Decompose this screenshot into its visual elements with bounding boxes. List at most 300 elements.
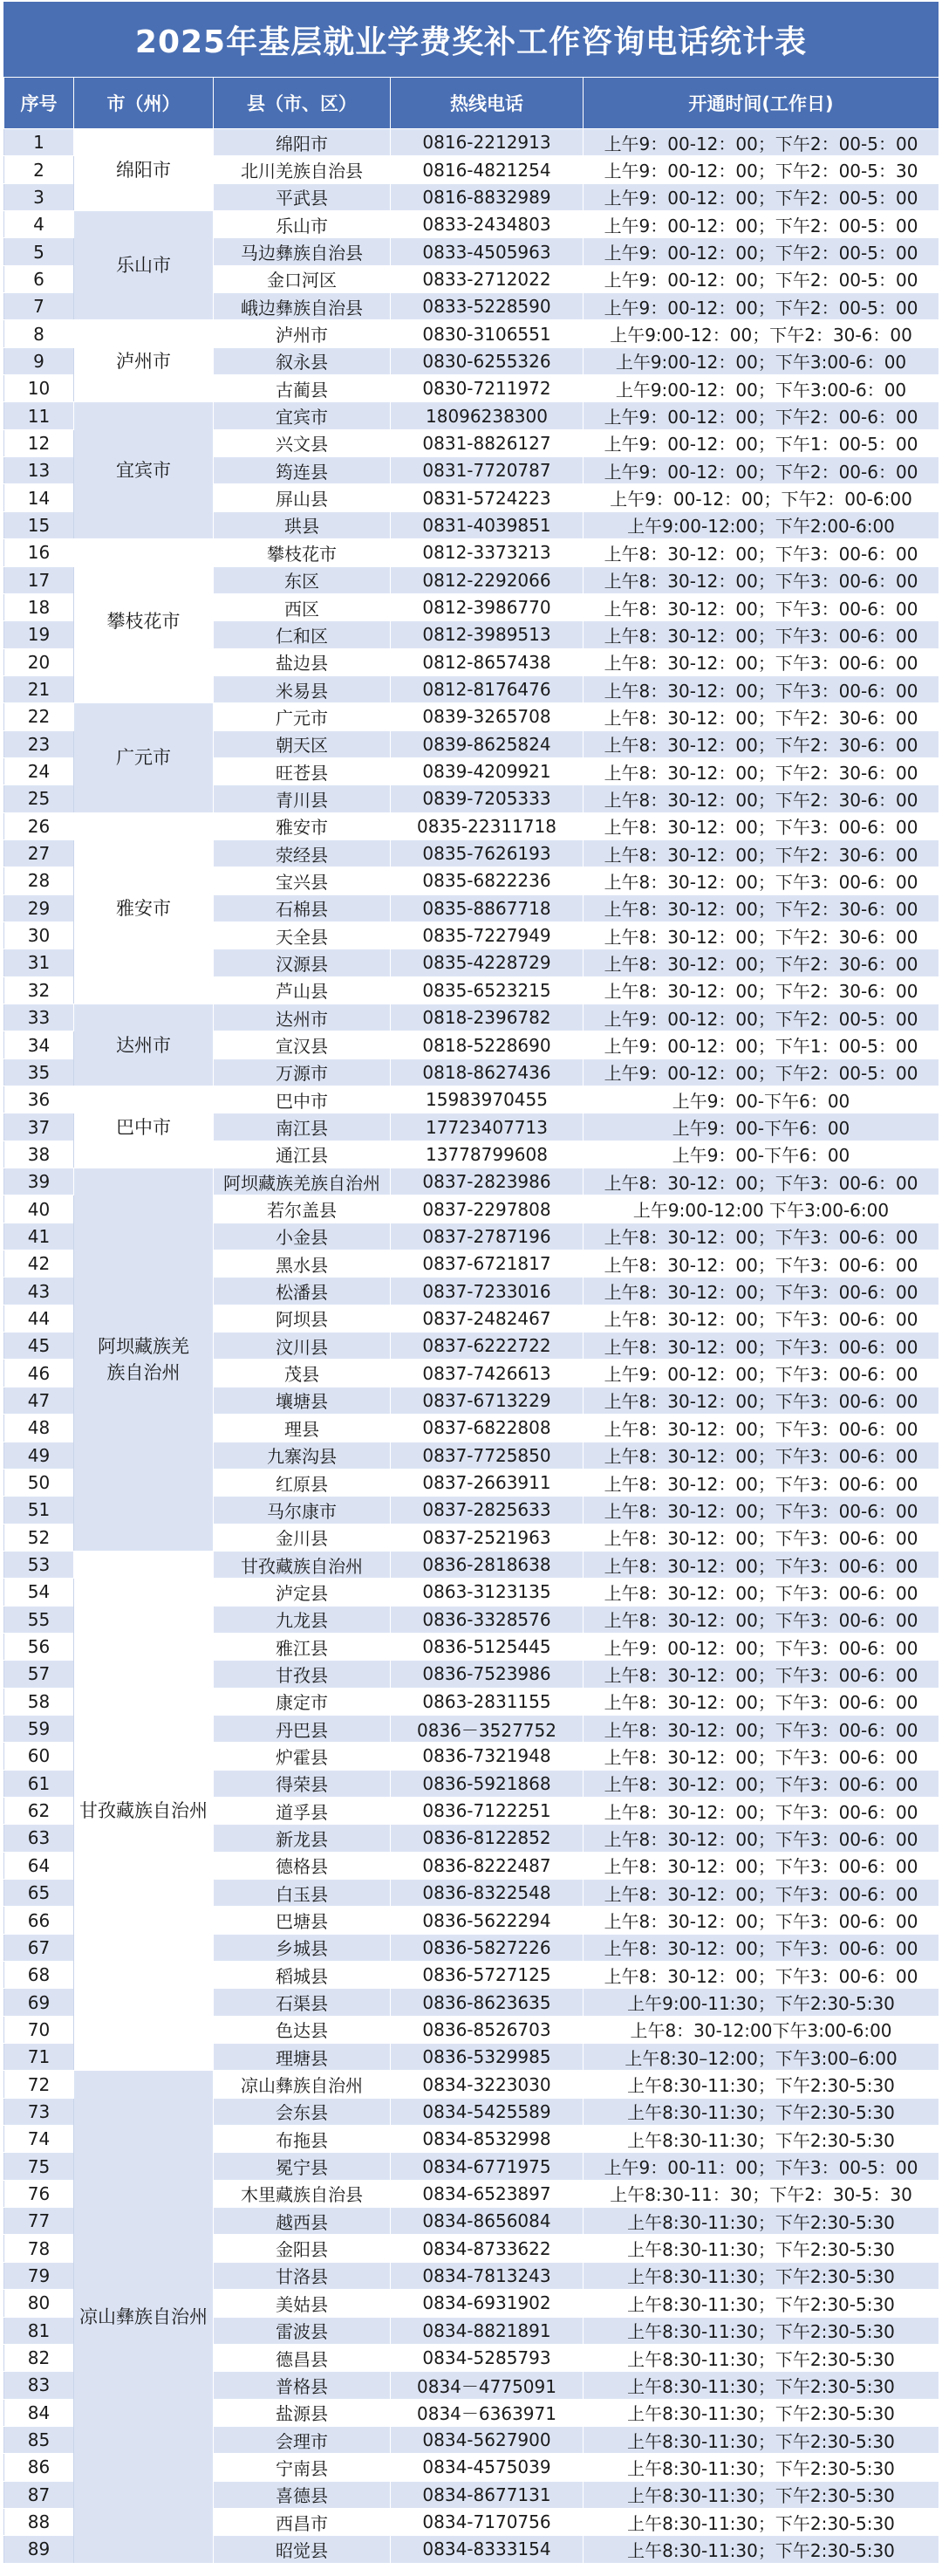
county-cell: 德格县 — [214, 1852, 391, 1879]
county-cell: 仁和区 — [214, 621, 391, 648]
county-cell: 会东县 — [214, 2098, 391, 2125]
hours-cell: 上午8：30-12：00；下午3：00-6：00 — [584, 1880, 939, 1907]
row-seq: 64 — [4, 1852, 74, 1879]
phone-cell: 0837-6822808 — [391, 1415, 584, 1442]
hours-cell: 上午8：30-12：00；下午2：30-6：00 — [584, 839, 939, 867]
row-seq: 17 — [4, 566, 74, 593]
row-seq: 87 — [4, 2481, 74, 2508]
row-seq: 47 — [4, 1387, 74, 1414]
row-seq: 8 — [4, 320, 74, 347]
county-cell: 汶川县 — [214, 1333, 391, 1360]
hours-cell: 上午8：30-12：00；下午3：00-6：00 — [584, 1907, 939, 1934]
page-title: 2025年基层就业学费奖补工作咨询电话统计表 — [3, 2, 939, 77]
hours-cell: 上午9：00-12：00；下午2：00-5：00 — [584, 1004, 939, 1031]
county-cell: 普格县 — [214, 2372, 391, 2399]
county-cell: 乐山市 — [214, 211, 391, 238]
phone-cell: 0833-2434803 — [391, 211, 584, 238]
county-cell: 石棉县 — [214, 894, 391, 921]
row-seq: 88 — [4, 2508, 74, 2535]
county-cell: 万源市 — [214, 1058, 391, 1086]
city-cell: 攀枝花市 — [74, 539, 214, 703]
phone-cell: 0837-7725850 — [391, 1442, 584, 1469]
phone-cell: 0836-5622294 — [391, 1907, 584, 1934]
phone-cell: 0836-7321948 — [391, 1743, 584, 1770]
hours-cell: 上午8：30-12：00；下午3：00-6：00 — [584, 1797, 939, 1824]
hours-cell: 上午9：00-12：00；下午2：00-6：00 — [584, 457, 939, 484]
row-seq: 55 — [4, 1606, 74, 1633]
table-header — [4, 78, 939, 129]
table-body — [4, 129, 939, 2564]
row-seq: 71 — [4, 2044, 74, 2071]
phone-cell: 0836-8122852 — [391, 1825, 584, 1852]
phone-cell: 0834-7170756 — [391, 2508, 584, 2535]
document-page — [3, 0, 939, 2564]
row-seq: 24 — [4, 757, 74, 784]
hours-cell: 上午9：00-12：00；下午3：00-6：00 — [584, 1633, 939, 1660]
county-cell: 平武县 — [214, 183, 391, 210]
row-seq: 23 — [4, 730, 74, 757]
row-seq: 16 — [4, 539, 74, 566]
county-cell: 宁南县 — [214, 2454, 391, 2481]
county-cell: 旺苍县 — [214, 757, 391, 784]
hours-cell: 上午8：30-12：00；下午3：00-6：00 — [584, 675, 939, 702]
county-cell: 荥经县 — [214, 839, 391, 867]
phone-cell: 0834-8532998 — [391, 2126, 584, 2153]
hours-cell: 上午9：00-12：00；下午2：00-5：00 — [584, 265, 939, 292]
phone-cell: 0834-7813243 — [391, 2262, 584, 2289]
table-row — [4, 812, 939, 839]
hours-cell: 上午9：00-12：00；下午2：00-5：00 — [584, 1058, 939, 1086]
county-cell: 广元市 — [214, 703, 391, 730]
row-seq: 75 — [4, 2153, 74, 2180]
phone-cell: 0836-8322548 — [391, 1880, 584, 1907]
row-seq: 72 — [4, 2071, 74, 2098]
county-cell: 盐边县 — [214, 648, 391, 675]
header-phone: 热线电话 — [391, 78, 584, 129]
phone-cell: 0833-2712022 — [391, 265, 584, 292]
county-cell: 宝兴县 — [214, 867, 391, 894]
table-row — [4, 211, 939, 238]
hours-cell: 上午9：00-11：00；下午3：00-5：00 — [584, 2153, 939, 2180]
phone-cell: 0812-2292066 — [391, 566, 584, 593]
header-city: 市（州） — [74, 78, 214, 129]
hours-cell: 上午8：30-12：00；下午2：30-6：00 — [584, 949, 939, 976]
hours-cell: 上午8：30-12：00；下午3：00-6：00 — [584, 812, 939, 839]
phone-cell: 0834-3223030 — [391, 2071, 584, 2098]
county-cell: 若尔盖县 — [214, 1196, 391, 1223]
county-cell: 青川县 — [214, 785, 391, 812]
phone-cell: 0831-4039851 — [391, 511, 584, 538]
hours-cell: 上午8：30-12：00；下午3：00-6：00 — [584, 1852, 939, 1879]
hours-cell: 上午9:00-12:00 下午3:00-6:00 — [584, 1196, 939, 1223]
phone-cell: 0835-7227949 — [391, 921, 584, 949]
phone-cell: 0835-4228729 — [391, 949, 584, 976]
phone-cell: 0812-8176476 — [391, 675, 584, 702]
phone-cell: 0836-2818638 — [391, 1551, 584, 1578]
row-seq: 37 — [4, 1113, 74, 1141]
hours-cell: 上午9：00-12：00；下午2：00-6：00 — [584, 402, 939, 429]
hours-cell: 上午9：00-12：00；下午1：00-5：00 — [584, 1031, 939, 1058]
row-seq: 30 — [4, 921, 74, 949]
row-seq: 36 — [4, 1086, 74, 1113]
row-seq: 59 — [4, 1715, 74, 1742]
row-seq: 42 — [4, 1250, 74, 1278]
hours-cell: 上午8：30-12：00；下午3：00-6：00 — [584, 566, 939, 593]
county-cell: 雅江县 — [214, 1633, 391, 1660]
county-cell: 甘孜藏族自治州 — [214, 1551, 391, 1578]
row-seq: 69 — [4, 1989, 74, 2016]
row-seq: 18 — [4, 593, 74, 620]
hours-cell: 上午8：30-12：00；下午2：30-6：00 — [584, 894, 939, 921]
row-seq: 67 — [4, 1934, 74, 1961]
phone-cell: 0837-2482467 — [391, 1305, 584, 1332]
county-cell: 小金县 — [214, 1223, 391, 1250]
hours-cell: 上午8:30-11:30；下午2:30-5:30 — [584, 2208, 939, 2235]
county-cell: 马尔康市 — [214, 1497, 391, 1524]
phone-cell: 0835-6523215 — [391, 976, 584, 1004]
hours-cell: 上午8：30-12：00；下午3：00-6：00 — [584, 1715, 939, 1742]
county-cell: 木里藏族自治县 — [214, 2180, 391, 2207]
row-seq: 62 — [4, 1797, 74, 1824]
row-seq: 50 — [4, 1469, 74, 1496]
row-seq: 89 — [4, 2536, 74, 2563]
hours-cell: 上午8：30-12：00；下午3：00-6：00 — [584, 1497, 939, 1524]
row-seq: 34 — [4, 1031, 74, 1058]
county-cell: 乡城县 — [214, 1934, 391, 1961]
hours-cell: 上午8：30-12：00；下午3：00-6：00 — [584, 1333, 939, 1360]
city-cell: 甘孜藏族自治州 — [74, 1551, 214, 2071]
county-cell: 黑水县 — [214, 1250, 391, 1278]
phone-cell: 0835-6822236 — [391, 867, 584, 894]
county-cell: 丹巴县 — [214, 1715, 391, 1742]
county-cell: 峨边彝族自治县 — [214, 293, 391, 320]
phone-cell: 0834-8333154 — [391, 2536, 584, 2563]
city-cell: 阿坝藏族羌族自治州 — [74, 1168, 214, 1552]
phone-cell: 0836－3527752 — [391, 1715, 584, 1742]
county-cell: 天全县 — [214, 921, 391, 949]
phone-cell: 0818-8627436 — [391, 1058, 584, 1086]
phone-cell: 0836-8526703 — [391, 2016, 584, 2043]
hours-cell: 上午8：30-12：00；下午3：00-6：00 — [584, 1278, 939, 1305]
row-seq: 81 — [4, 2317, 74, 2344]
hours-cell: 上午9：00-12：00；下午2：00-5：30 — [584, 156, 939, 183]
hours-cell: 上午9：00-12：00；下午1：00-5：00 — [584, 429, 939, 456]
phone-cell: 0835-22311718 — [391, 812, 584, 839]
city-cell: 雅安市 — [74, 812, 214, 1004]
row-seq: 85 — [4, 2426, 74, 2453]
phone-cell: 0812-3373213 — [391, 539, 584, 566]
phone-cell: 0831-8826127 — [391, 429, 584, 456]
hours-cell: 上午8:30-11:30；下午2:30-5:30 — [584, 2372, 939, 2399]
county-cell: 攀枝花市 — [214, 539, 391, 566]
county-cell: 白玉县 — [214, 1880, 391, 1907]
table-row — [4, 320, 939, 347]
city-cell: 泸州市 — [74, 320, 214, 402]
phone-cell: 0837-2787196 — [391, 1223, 584, 1250]
county-cell: 甘孜县 — [214, 1661, 391, 1688]
phone-cell: 0837-6721817 — [391, 1250, 584, 1278]
row-seq: 43 — [4, 1278, 74, 1305]
phone-cell: 0837-7426613 — [391, 1360, 584, 1387]
county-cell: 汉源县 — [214, 949, 391, 976]
county-cell: 越西县 — [214, 2208, 391, 2235]
hours-cell: 上午8：30-12：00；下午3：00-6：00 — [584, 1524, 939, 1551]
row-seq: 70 — [4, 2016, 74, 2043]
hours-cell: 上午9：00-12：00；下午3：00-6：00 — [584, 1360, 939, 1387]
hours-cell: 上午9：00-12：00；下午2：00-5：00 — [584, 211, 939, 238]
row-seq: 52 — [4, 1524, 74, 1551]
phone-cell: 0837-2521963 — [391, 1524, 584, 1551]
county-cell: 美姑县 — [214, 2290, 391, 2317]
county-cell: 雅安市 — [214, 812, 391, 839]
phone-cell: 0816-2212913 — [391, 129, 584, 156]
hours-cell: 上午8：30-12：00；下午3：00-6：00 — [584, 1469, 939, 1496]
row-seq: 40 — [4, 1196, 74, 1223]
hours-cell: 上午8：30-12：00；下午3：00-6：00 — [584, 1962, 939, 1989]
table-row — [4, 2071, 939, 2098]
hotline-table — [3, 77, 939, 2564]
hours-cell: 上午8:30-11:30；下午2:30-5:30 — [584, 2126, 939, 2153]
row-seq: 14 — [4, 484, 74, 511]
phone-cell: 0836-7523986 — [391, 1661, 584, 1688]
county-cell: 金口河区 — [214, 265, 391, 292]
county-cell: 屏山县 — [214, 484, 391, 511]
row-seq: 12 — [4, 429, 74, 456]
county-cell: 筠连县 — [214, 457, 391, 484]
county-cell: 通江县 — [214, 1141, 391, 1168]
hours-cell: 上午8:30-11:30；下午2:30-5:30 — [584, 2290, 939, 2317]
phone-cell: 0839-4209921 — [391, 757, 584, 784]
table-row — [4, 1086, 939, 1113]
county-cell: 金川县 — [214, 1524, 391, 1551]
phone-cell: 18096238300 — [391, 402, 584, 429]
hours-cell: 上午8：30-12：00；下午2：30-6：00 — [584, 757, 939, 784]
county-cell: 阿坝藏族羌族自治州 — [214, 1168, 391, 1196]
hours-cell: 上午9:00-12：00；下午3:00-6：00 — [584, 375, 939, 402]
row-seq: 6 — [4, 265, 74, 292]
phone-cell: 0863-3123135 — [391, 1579, 584, 1606]
hours-cell: 上午8：30-12：00；下午3：00-6：00 — [584, 1661, 939, 1688]
phone-cell: 0830-6255326 — [391, 347, 584, 374]
row-seq: 32 — [4, 976, 74, 1004]
hours-cell: 上午8：30-12:00下午3:00-6:00 — [584, 2016, 939, 2043]
phone-cell: 0836-5727125 — [391, 1962, 584, 1989]
city-cell: 达州市 — [74, 1004, 214, 1086]
county-cell: 凉山彝族自治州 — [214, 2071, 391, 2098]
table-row — [4, 539, 939, 566]
row-seq: 21 — [4, 675, 74, 702]
phone-cell: 0836-3328576 — [391, 1606, 584, 1633]
hours-cell: 上午8：30-12：00；下午2：30-6：00 — [584, 703, 939, 730]
county-cell: 朝天区 — [214, 730, 391, 757]
row-seq: 51 — [4, 1497, 74, 1524]
phone-cell: 0837-2823986 — [391, 1168, 584, 1196]
row-seq: 74 — [4, 2126, 74, 2153]
phone-cell: 0836-7122251 — [391, 1797, 584, 1824]
row-seq: 10 — [4, 375, 74, 402]
city-cell: 宜宾市 — [74, 402, 214, 539]
county-cell: 石渠县 — [214, 1989, 391, 2016]
phone-cell: 0816-4821254 — [391, 156, 584, 183]
hours-cell: 上午9：00-12：00；下午2：00-5：00 — [584, 183, 939, 210]
phone-cell: 0812-8657438 — [391, 648, 584, 675]
phone-cell: 0834-8821891 — [391, 2317, 584, 2344]
hours-cell: 上午8:30-11:30；下午2:30-5:30 — [584, 2262, 939, 2289]
phone-cell: 0837-2825633 — [391, 1497, 584, 1524]
row-seq: 3 — [4, 183, 74, 210]
hours-cell: 上午8：30-12：00；下午3：00-6：00 — [584, 1223, 939, 1250]
hours-cell: 上午8：30-12：00；下午2：30-6：00 — [584, 785, 939, 812]
header-hours: 开通时间(工作日) — [584, 78, 939, 129]
row-seq: 53 — [4, 1551, 74, 1578]
hours-cell: 上午9：00-12：00；下午2：00-6:00 — [584, 484, 939, 511]
row-seq: 5 — [4, 238, 74, 265]
county-cell: 壤塘县 — [214, 1387, 391, 1414]
hours-cell: 上午8：30-12：00；下午3：00-6：00 — [584, 1442, 939, 1469]
row-seq: 54 — [4, 1579, 74, 1606]
hours-cell: 上午9:00-12:00；下午2:00-6:00 — [584, 511, 939, 538]
county-cell: 金阳县 — [214, 2235, 391, 2262]
hours-cell: 上午8:30-11:30；下午2:30-5:30 — [584, 2508, 939, 2535]
phone-cell: 0831-5724223 — [391, 484, 584, 511]
phone-cell: 0837-7233016 — [391, 1278, 584, 1305]
phone-cell: 0834-5425589 — [391, 2098, 584, 2125]
county-cell: 红原县 — [214, 1469, 391, 1496]
hours-cell: 上午8:30-11:30；下午2:30-5:30 — [584, 2344, 939, 2371]
phone-cell: 0812-3986770 — [391, 593, 584, 620]
county-cell: 宜宾市 — [214, 402, 391, 429]
row-seq: 41 — [4, 1223, 74, 1250]
table-row — [4, 703, 939, 730]
hours-cell: 上午9：00-12：00；下午2：00-5：00 — [584, 238, 939, 265]
county-cell: 康定市 — [214, 1688, 391, 1715]
phone-cell: 15983970455 — [391, 1086, 584, 1113]
row-seq: 63 — [4, 1825, 74, 1852]
row-seq: 38 — [4, 1141, 74, 1168]
hours-cell: 上午9:00-12：00；下午2：30-6：00 — [584, 320, 939, 347]
hours-cell: 上午8：30-12：00；下午3：00-6：00 — [584, 1934, 939, 1961]
hours-cell: 上午8:30-11:30；下午2:30-5:30 — [584, 2454, 939, 2481]
county-cell: 巴塘县 — [214, 1907, 391, 1934]
county-cell: 冕宁县 — [214, 2153, 391, 2180]
county-cell: 昭觉县 — [214, 2536, 391, 2563]
county-cell: 马边彝族自治县 — [214, 238, 391, 265]
hours-cell: 上午8：30-12：00；下午3：00-6：00 — [584, 1551, 939, 1578]
county-cell: 理塘县 — [214, 2044, 391, 2071]
row-seq: 68 — [4, 1962, 74, 1989]
county-cell: 米易县 — [214, 675, 391, 702]
county-cell: 新龙县 — [214, 1825, 391, 1852]
table-row — [4, 1004, 939, 1031]
row-seq: 83 — [4, 2372, 74, 2399]
row-seq: 31 — [4, 949, 74, 976]
row-seq: 49 — [4, 1442, 74, 1469]
county-cell: 九寨沟县 — [214, 1442, 391, 1469]
row-seq: 33 — [4, 1004, 74, 1031]
row-seq: 84 — [4, 2399, 74, 2426]
phone-cell: 0837-6713229 — [391, 1387, 584, 1414]
phone-cell: 0834-6523897 — [391, 2180, 584, 2207]
city-cell: 乐山市 — [74, 211, 214, 320]
phone-cell: 0833-4505963 — [391, 238, 584, 265]
phone-cell: 0831-7720787 — [391, 457, 584, 484]
row-seq: 46 — [4, 1360, 74, 1387]
phone-cell: 0839-8625824 — [391, 730, 584, 757]
row-seq: 11 — [4, 402, 74, 429]
hours-cell: 上午8:30-11:30；下午2:30-5:30 — [584, 2426, 939, 2453]
county-cell: 北川羌族自治县 — [214, 156, 391, 183]
hours-cell: 上午8：30-12：00；下午3：00-6：00 — [584, 1415, 939, 1442]
table-row — [4, 129, 939, 156]
hours-cell: 上午8：30-12：00；下午2：30-6：00 — [584, 921, 939, 949]
row-seq: 27 — [4, 839, 74, 867]
phone-cell: 0834-6771975 — [391, 2153, 584, 2180]
county-cell: 兴文县 — [214, 429, 391, 456]
phone-cell: 0834-6931902 — [391, 2290, 584, 2317]
row-seq: 80 — [4, 2290, 74, 2317]
phone-cell: 0837-2663911 — [391, 1469, 584, 1496]
hours-cell: 上午9：00-下午6：00 — [584, 1113, 939, 1141]
county-cell: 达州市 — [214, 1004, 391, 1031]
row-seq: 2 — [4, 156, 74, 183]
phone-cell: 0863-2831155 — [391, 1688, 584, 1715]
phone-cell: 0834-8733622 — [391, 2235, 584, 2262]
city-cell: 巴中市 — [74, 1086, 214, 1168]
hours-cell: 上午8：30-12：00；下午3：00-6：00 — [584, 1770, 939, 1797]
hours-cell: 上午9：00-下午6：00 — [584, 1141, 939, 1168]
county-cell: 色达县 — [214, 2016, 391, 2043]
phone-cell: 0835-8867718 — [391, 894, 584, 921]
county-cell: 盐源县 — [214, 2399, 391, 2426]
table-row — [4, 402, 939, 429]
hours-cell: 上午9：00-下午6：00 — [584, 1086, 939, 1113]
row-seq: 4 — [4, 211, 74, 238]
row-seq: 48 — [4, 1415, 74, 1442]
phone-cell: 0834-5285793 — [391, 2344, 584, 2371]
row-seq: 22 — [4, 703, 74, 730]
county-cell: 布拖县 — [214, 2126, 391, 2153]
city-cell: 凉山彝族自治州 — [74, 2071, 214, 2563]
county-cell: 西昌市 — [214, 2508, 391, 2535]
hours-cell: 上午9：00-12：00；下午2：00-5：00 — [584, 293, 939, 320]
county-cell: 巴中市 — [214, 1086, 391, 1113]
phone-cell: 0839-7205333 — [391, 785, 584, 812]
row-seq: 7 — [4, 293, 74, 320]
hours-cell: 上午8：30-12：00；下午3：00-6：00 — [584, 1606, 939, 1633]
row-seq: 73 — [4, 2098, 74, 2125]
hours-cell: 上午8：30-12：00；下午3：00-6：00 — [584, 1688, 939, 1715]
row-seq: 86 — [4, 2454, 74, 2481]
city-cell: 绵阳市 — [74, 129, 214, 211]
row-seq: 79 — [4, 2262, 74, 2289]
hours-cell: 上午8:30-11:30；下午2:30-5:30 — [584, 2098, 939, 2125]
row-seq: 58 — [4, 1688, 74, 1715]
phone-cell: 17723407713 — [391, 1113, 584, 1141]
hours-cell: 上午8：30-12：00；下午3：00-6：00 — [584, 1168, 939, 1196]
hours-cell: 上午8:30-11：30；下午2：30-5：30 — [584, 2180, 939, 2207]
phone-cell: 0836-5827226 — [391, 1934, 584, 1961]
county-cell: 雷波县 — [214, 2317, 391, 2344]
county-cell: 炉霍县 — [214, 1743, 391, 1770]
row-seq: 15 — [4, 511, 74, 538]
phone-cell: 13778799608 — [391, 1141, 584, 1168]
phone-cell: 0818-2396782 — [391, 1004, 584, 1031]
row-seq: 39 — [4, 1168, 74, 1196]
hours-cell: 上午9:00-12：00；下午3:00-6：00 — [584, 347, 939, 374]
hours-cell: 上午8：30-12：00；下午3：00-6：00 — [584, 1387, 939, 1414]
county-cell: 泸州市 — [214, 320, 391, 347]
row-seq: 60 — [4, 1743, 74, 1770]
